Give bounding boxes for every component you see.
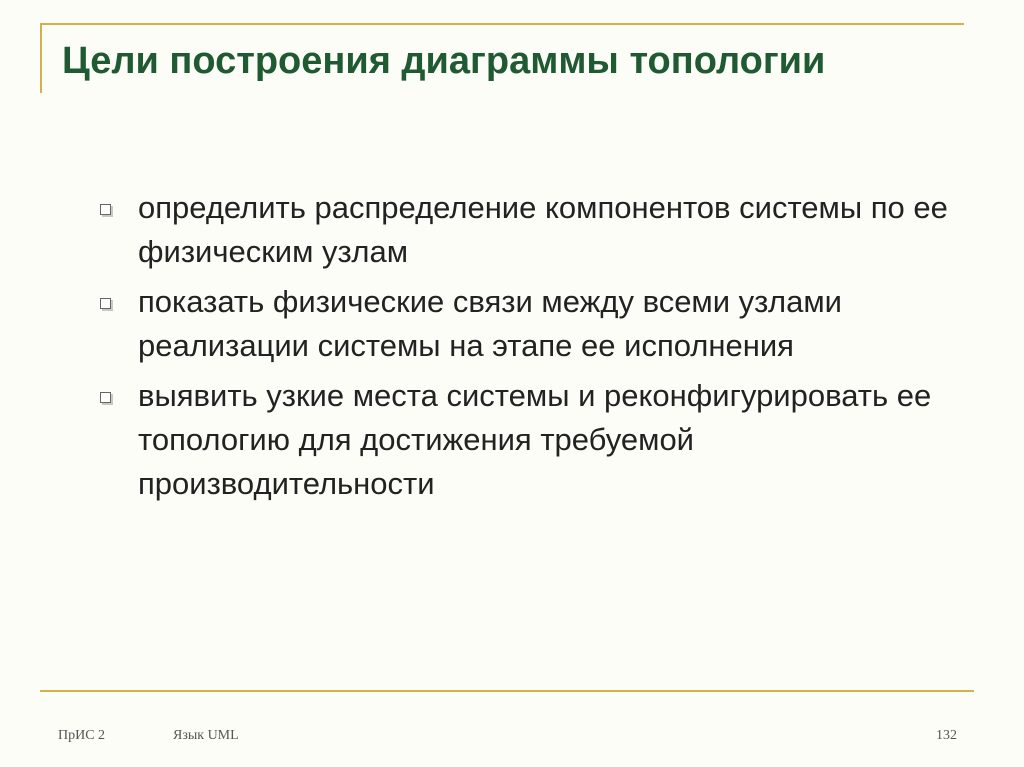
- title-left-rule: [40, 23, 42, 93]
- square-bullet-icon: [100, 392, 111, 403]
- bullet-text: выявить узкие места системы и реконфигурировать ее топологию для достижения требуемой производительности: [138, 378, 932, 501]
- slide-title: Цели построения диаграммы топологии: [62, 40, 826, 82]
- footer-topic-label: Язык UML: [173, 728, 239, 743]
- bullet-item: [100, 280, 960, 368]
- square-bullet-icon: [100, 204, 111, 215]
- bullet-text: определить распределение компонентов системы по ее физическим узлам: [138, 190, 948, 269]
- bullet-text: показать физические связи между всеми узлами реализации системы на этапе ее исполнения: [138, 284, 842, 363]
- bullet-list: [100, 186, 960, 512]
- bullet-item: [100, 374, 960, 506]
- page-number: 132: [936, 728, 957, 743]
- footer-rule: [40, 690, 974, 692]
- title-top-rule: [40, 23, 964, 25]
- footer-course-label: ПрИС 2: [58, 728, 106, 743]
- bullet-item: [100, 186, 960, 274]
- square-bullet-icon: [100, 298, 111, 309]
